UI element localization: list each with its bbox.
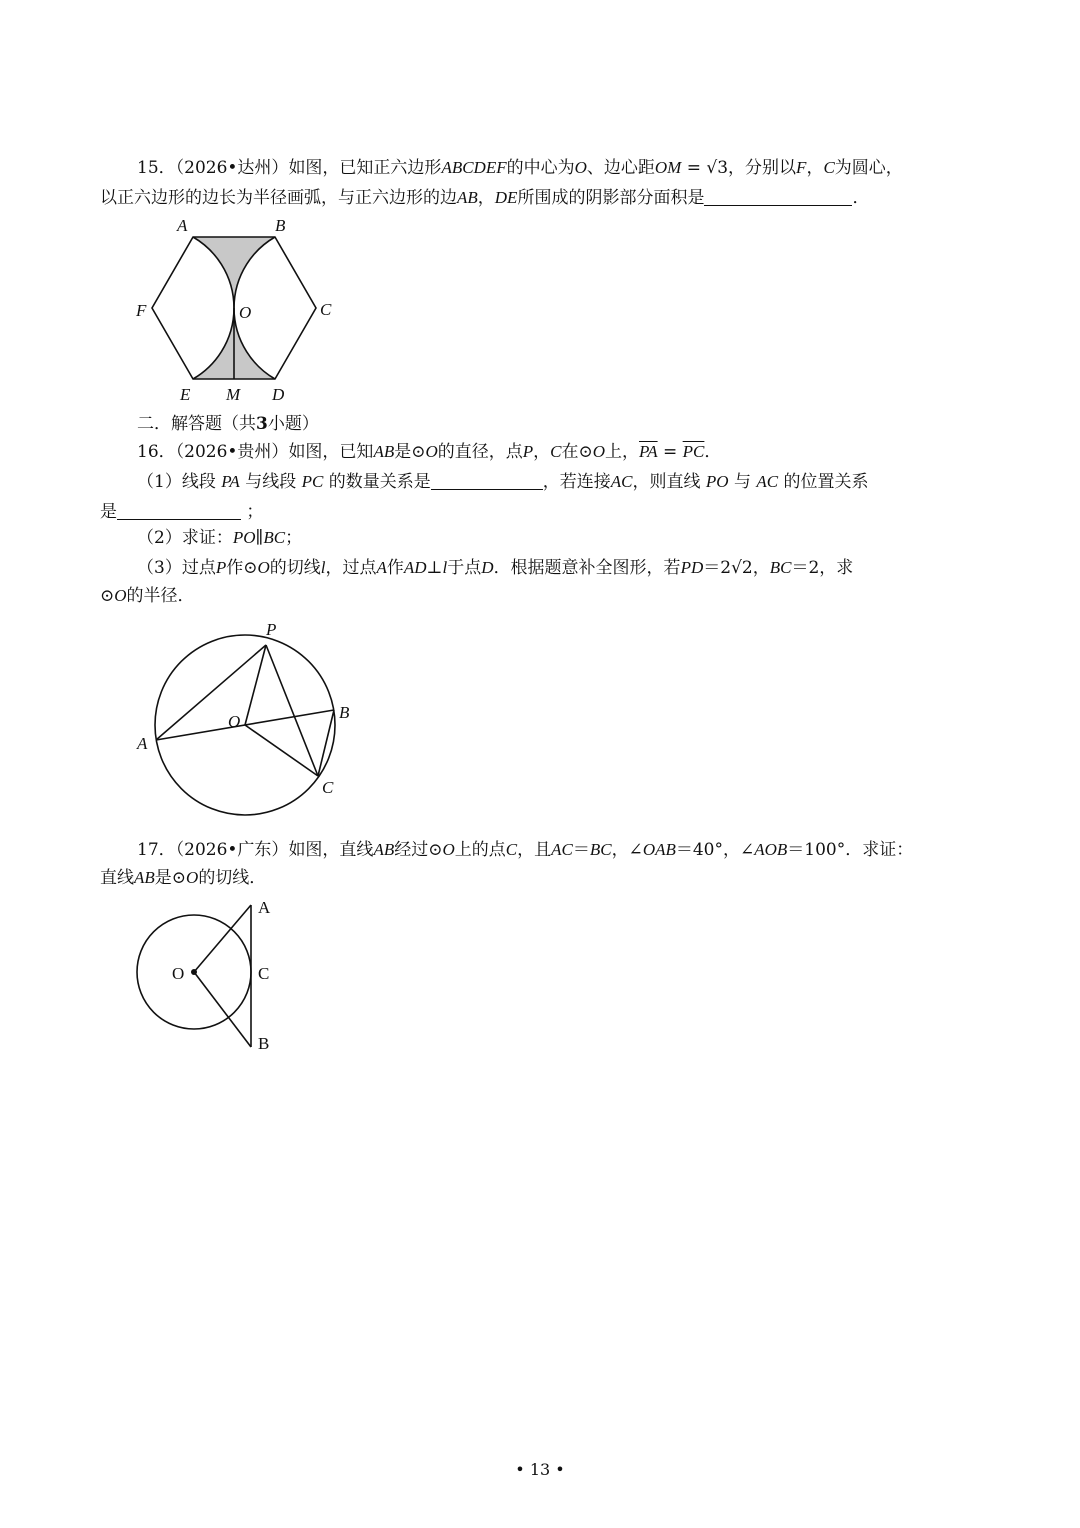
q16-var: O [257,558,270,577]
q15-hexagon-name: ABCDEF [441,158,507,177]
q16-text: 的切线 [269,558,321,578]
q15-text: 的中心为 [506,158,575,178]
label-B: B [258,1034,270,1053]
label-A: A [177,216,188,235]
q17-var: AOB [754,840,788,859]
label-M: M [226,385,241,404]
q16-number: 16． [137,442,176,462]
q17-text: ，且 [517,840,552,860]
q15-answer-blank[interactable] [704,187,852,206]
q17-text: ＝40°，∠ [675,840,755,860]
q16-arc-pc: $\overline{PC}$ [682,442,705,461]
label-B: B [339,703,350,722]
q16-var: BC [769,558,792,577]
q17-var: O [186,868,199,887]
label-F: F [136,301,147,320]
q16-var: O [425,442,438,461]
q16-text: ； [246,502,264,522]
q17-var: O [442,840,455,859]
q16-text: 如图，已知 [288,442,374,462]
q15-sqrt3: √3 [706,158,729,178]
q15-source: （2026•达州） [175,158,289,178]
q15-text: ， [806,158,824,178]
q16-text: ＝2 [703,558,732,578]
q16-var: PC [301,472,324,491]
q16-text: 的数量关系是 [328,472,431,492]
q16-var: O [114,586,127,605]
label-A: A [258,898,271,917]
q16-part3-line2 [100,584,195,608]
q17-line2 [100,866,266,890]
q15-hexagon-figure [130,212,340,407]
q17-text: 的切线． [198,868,267,888]
q16-text: （2）求证： [137,528,233,548]
label-O: O [228,712,241,731]
q16-var: AD [403,558,427,577]
label-O: O [239,303,252,322]
q15-text: ， [477,188,495,208]
q16-text: ⊥ [426,558,443,578]
q16-text: 作 [386,558,404,578]
q15-text: 如图，已知正六边形 [288,158,442,178]
q16-text: ， [533,442,551,462]
label-D: D [272,385,285,404]
q15-eq: = [681,158,707,178]
q16-var: P [215,558,227,577]
q16-source: （2026•贵州） [175,442,289,462]
label-C: C [322,778,334,797]
q17-tangent-figure [130,895,290,1060]
q15-line2 [100,186,869,210]
q15-var: DE [494,188,518,207]
q15-text: 为圆心， [834,158,903,178]
q17-var: C [505,840,518,859]
q17-text: 直线 [100,868,134,888]
label-C: C [258,964,270,983]
q15-text: 所围成的阴影部分面积是 [517,188,705,208]
section-text: 二．解答题（共 [137,414,256,434]
q16-arc-pa: $\overline{PA}$ [639,442,658,461]
q16-var: A [376,558,387,577]
q15-var: OM [654,158,682,177]
q16-text: 作⊙ [226,558,258,578]
q16-text: 的直径，点 [437,442,523,462]
q16-part2 [137,526,302,550]
q16-text: 在⊙ [561,442,593,462]
q15-text: ，分别以 [728,158,797,178]
q17-text: 如图，直线 [288,840,374,860]
q16-text: 的半径． [126,586,195,606]
q17-line1 [137,838,913,862]
q17-var: AB [134,868,155,887]
q17-text: ，∠ [611,840,643,860]
q16-var: O [592,442,606,461]
q16-text: 上， [605,442,640,462]
q16-text: 是 [100,502,117,522]
q16-var: PD [680,558,704,577]
q15-line1 [137,156,903,180]
q16-stem [137,440,721,464]
q16-text: ，则直线 [632,472,701,492]
q15-var: F [796,158,807,177]
q16-text: ； [285,528,303,548]
q17-var: AB [373,840,395,859]
q16-part1-line1 [137,470,869,494]
q16-var: PA [221,472,240,491]
q16-text: ⊙ [100,586,115,606]
q16-text: ，若连接 [542,472,611,492]
q16-text: 于点 [447,558,482,578]
page-number: • 13 • [515,1460,565,1479]
q16-part1-line2 [100,500,263,524]
q16-circle-figure [130,615,360,825]
q15-text: 以正六边形的边长为半径画弧，与正六边形的边 [100,188,457,208]
label-E: E [180,385,191,404]
q16-text: 与线段 [245,472,297,492]
q17-var: AC [551,840,573,859]
q16-expr: PO∥BC [232,528,286,547]
q17-var: BC [589,840,612,859]
q15-var: C [823,158,835,177]
label-B: B [275,216,286,235]
q16-text: （3）过点 [137,558,216,578]
section-text: 小题） [267,414,319,434]
q17-text: 是⊙ [154,868,187,888]
q16-var: PO [705,472,729,491]
q16-part3-line1 [137,556,853,580]
q16-var: AC [756,472,779,491]
label-O: O [172,964,185,983]
q16-sqrt2: √2 [731,558,753,578]
q17-text: ＝ [572,840,590,860]
q16-text: 与 [733,472,751,492]
q16-text: ． [704,442,722,462]
q15-var: O [574,158,587,177]
label-A: A [137,734,148,753]
q17-text: 上的点 [454,840,506,860]
q16-var: l [320,558,326,577]
q16-var: AC [610,472,633,491]
q16-var: l [442,558,448,577]
label-C: C [320,300,332,319]
q16-text: （1）线段 [137,472,216,492]
q17-var: OAB [642,840,676,859]
q16-text: 的位置关系 [783,472,869,492]
q16-text: ＝2，求 [791,558,854,578]
q15-text: ． [852,188,870,208]
q16-var: AB [373,442,395,461]
q16-text: ．根据题意补全图形，若 [493,558,681,578]
q17-number: 17． [137,840,176,860]
q17-source: （2026•广东） [175,840,289,860]
q15-var: AB [457,188,478,207]
q17-text: ＝100°．求证： [787,840,914,860]
q16-text: 是⊙ [394,442,426,462]
q15-text: 、边心距 [586,158,655,178]
section-count: 3 [256,414,268,434]
q16-blank-1[interactable] [431,471,543,490]
q17-text: 经过⊙ [394,840,443,860]
section-heading [137,412,319,436]
q16-var: D [481,558,494,577]
q16-eq: = [657,442,683,462]
q15-number: 15． [137,158,176,178]
q16-var: P [522,442,534,461]
q16-var: C [550,442,562,461]
q16-text: ， [752,558,770,578]
q16-text: ，过点 [325,558,377,578]
label-P: P [266,620,277,639]
q16-blank-2[interactable] [117,501,241,520]
